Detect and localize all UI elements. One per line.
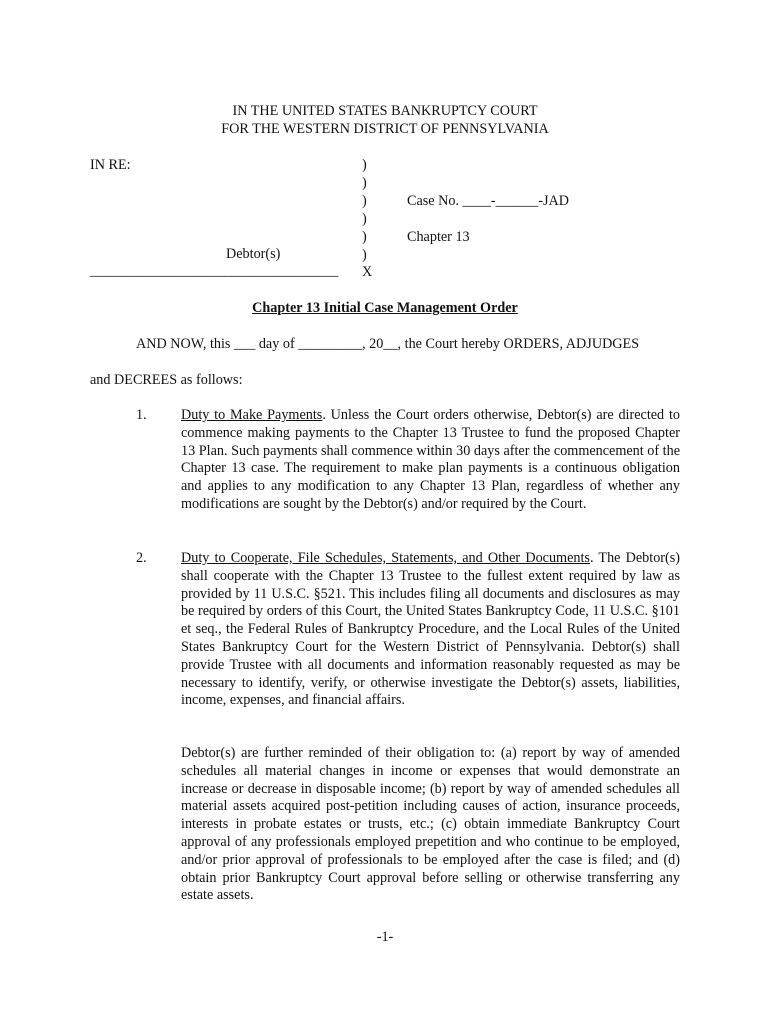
intro-line-2: and DECREES as follows: [90, 372, 243, 388]
item-body: . The Debtor(s) shall cooperate with the Chapter 13 Trustee to the fullest extent required by law as provided by 11 U.S.C. §521. This includes filing all documents and disclosures as may be required by orders of this Court, the United States Bankruptcy Code, 11 U.S.C. §101 et seq., the Federal Rules of Bankruptcy Procedure, and the Local Rules of the United States Bankruptcy Court for the Western District of Pennsylvania. Debtor(s) shall provide Trustee with all documents and information reasonably requested as may be necessary to identify, verify, or otherwise investigate the Debtor(s) assets, liabilities, income, expenses, and financial affairs. [181, 550, 680, 709]
case-number: Case No. ____-______-JAD [407, 193, 569, 209]
caption-x-mark: X [362, 264, 373, 280]
court-name: IN THE UNITED STATES BANKRUPTCY COURT [232, 103, 538, 119]
debtor-label: Debtor(s) [226, 246, 281, 262]
chapter-label: Chapter 13 [407, 229, 470, 245]
intro-line-1: AND NOW, this ___ day of _________, 20__, the Court hereby ORDERS, ADJUDGES [136, 336, 640, 352]
caption-paren: ) [362, 157, 367, 173]
caption-paren: ) [362, 247, 367, 263]
item-paragraph [181, 407, 680, 514]
reminder-paragraph: Debtor(s) are further reminded of their obligation to: (a) report by way of amended schedules all material changes in income or expenses that would demonstrate an increase or decrease in disposable income; (b) report by way of amended schedules all material assets acquired post-petition including causes of action, insurance proceeds, interests in probate estates or trusts, etc.; (c) obtain immediate Bankruptcy Court approval of any professionals employed prepetition and who continue to be employed, and/or prior approval of professionals to be employed after the case is filed; and (d) obtain prior Bankruptcy Court approval before selling or otherwise transferring any estate assets. [181, 745, 680, 904]
in-re-label: IN RE: [90, 157, 131, 173]
page-number: -1- [376, 929, 394, 945]
item-heading: Duty to Make Payments [181, 407, 323, 423]
caption-paren: ) [362, 193, 367, 209]
item-number: 1. [136, 407, 147, 423]
order-title: Chapter 13 Initial Case Management Order [252, 300, 518, 316]
item-number: 2. [136, 550, 147, 566]
caption-underline: ___________________________________ [90, 263, 339, 279]
item-body: . Unless the Court orders otherwise, Debtor(s) are directed to commence making payments to the Chapter 13 Trustee to fund the proposed Chapter 13 Plan. Such payments shall commence within 30 days after the commencement of the Chapter 13 case. The requirement to make plan payments is a continuous obligation and applies to any modification to any Chapter 13 Plan, regardless of whether any modifications are sought by the Debtor(s) and/or required by the Court. [181, 407, 681, 512]
caption-paren: ) [362, 175, 367, 191]
caption-paren: ) [362, 229, 367, 245]
court-district: FOR THE WESTERN DISTRICT OF PENNSYLVANIA [221, 121, 549, 137]
item-paragraph [181, 550, 680, 710]
item-heading: Duty to Cooperate, File Schedules, Statements, and Other Documents [181, 550, 590, 566]
caption-paren: ) [362, 211, 367, 227]
